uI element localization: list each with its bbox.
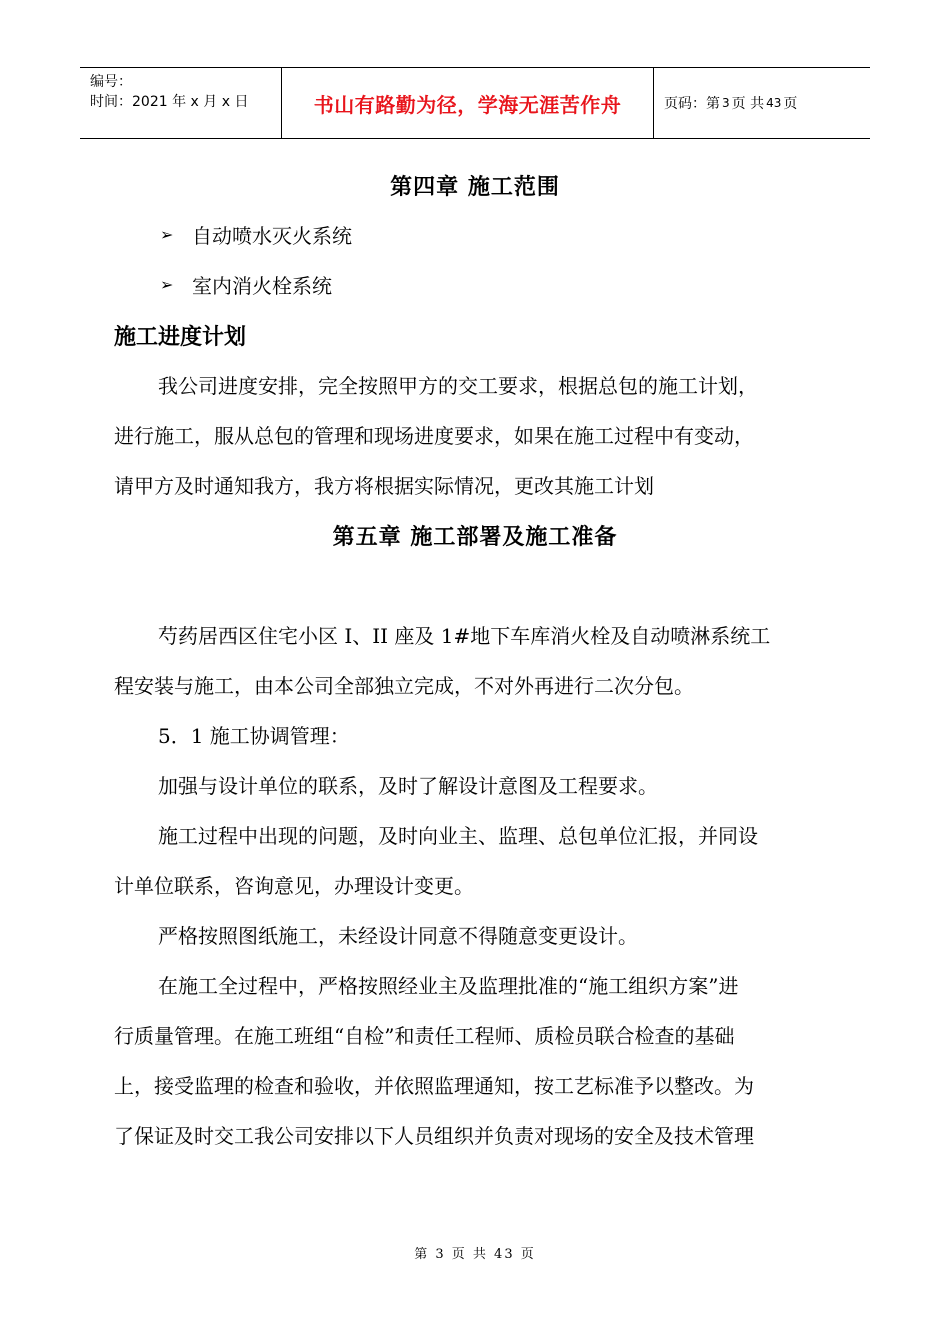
schedule-line: 我公司进度安排，完全按照甲方的交工要求，根据总包的施工计划， [158, 374, 758, 398]
bullet-arrow-icon: ➢ [160, 275, 174, 294]
paragraph-line: 行质量管理。在施工班组“自检”和责任工程师、质检员联合检查的基础 [114, 1024, 735, 1048]
paragraph-line: 计单位联系，咨询意见，办理设计变更。 [114, 874, 474, 898]
header-meta [80, 68, 282, 138]
schedule-line: 进行施工，服从总包的管理和现场进度要求，如果在施工过程中有变动， [114, 424, 754, 448]
chapter-4-title: 第四章 施工范围 [390, 175, 560, 200]
page-prefix: 页码：第 [664, 96, 720, 112]
schedule-section-title: 施工进度计划 [114, 325, 247, 350]
document-number-label: 编号： [90, 74, 132, 90]
intro-line: 程安装与施工，由本公司全部独立完成，不对外再进行二次分包。 [114, 674, 694, 698]
chapter-5-title: 第五章 施工部署及施工准备 [332, 525, 618, 550]
page-current: 3 [722, 96, 730, 110]
header-page-info [654, 68, 870, 138]
scope-bullet-item [160, 270, 332, 299]
scope-bullet-text: 室内消火栓系统 [192, 274, 332, 298]
page-total: 43 [766, 96, 782, 110]
page-mid: 页 共 [731, 96, 765, 112]
paragraph-line: 了保证及时交工我公司安排以下人员组织并负责对现场的安全及技术管理 [114, 1124, 754, 1148]
header-motto: 书山有路勤为径，学海无涯苦作舟 [282, 68, 654, 138]
schedule-line: 请甲方及时通知我方，我方将根据实际情况，更改其施工计划 [114, 474, 654, 498]
paragraph-line: 上，接受监理的检查和验收，并依照监理通知，按工艺标准予以整改。为 [114, 1074, 754, 1098]
paragraph-line: 施工过程中出现的问题，及时向业主、监理、总包单位汇报，并同设 [158, 824, 758, 848]
intro-line: 芍药居西区住宅小区 I、II 座及 1#地下车库消火栓及自动喷淋系统工 [158, 624, 771, 648]
scope-bullet-text: 自动喷水灭火系统 [192, 224, 352, 248]
page-header [80, 67, 870, 139]
page-suffix: 页 [783, 96, 798, 112]
document-date-label: 时间：2021 年 x 月 x 日 [90, 94, 249, 110]
paragraph-line: 严格按照图纸施工，未经设计同意不得随意变更设计。 [158, 924, 638, 948]
paragraph-line: 加强与设计单位的联系，及时了解设计意图及工程要求。 [158, 774, 658, 798]
page-footer: 第 3 页 共 43 页 [414, 1247, 536, 1262]
scope-bullet-item [160, 220, 352, 249]
subsection-heading: 5．1 施工协调管理： [158, 724, 350, 748]
paragraph-line: 在施工全过程中，严格按照经业主及监理批准的“施工组织方案”进 [158, 974, 739, 998]
bullet-arrow-icon: ➢ [160, 225, 174, 244]
